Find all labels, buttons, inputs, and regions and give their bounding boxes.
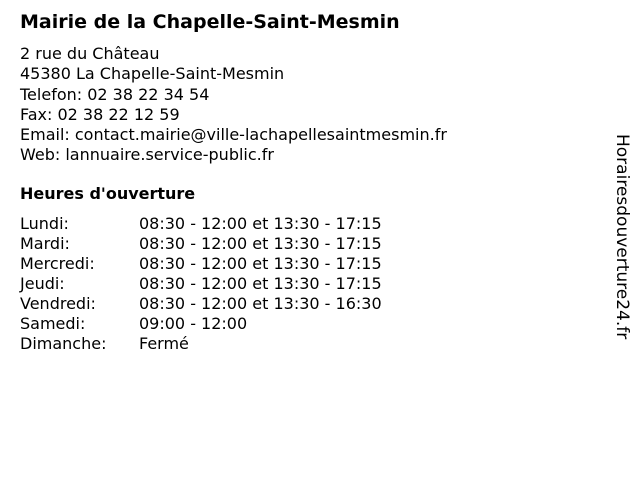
site-watermark: Horairesdouverture24.fr bbox=[612, 134, 632, 340]
time-range: 08:30 - 12:00 et 13:30 - 17:15 bbox=[139, 234, 382, 253]
time-range: 08:30 - 12:00 et 13:30 - 17:15 bbox=[139, 274, 382, 293]
hours-row-sunday bbox=[20, 334, 440, 354]
time-range: Fermé bbox=[139, 334, 189, 353]
hours-row-monday bbox=[20, 214, 440, 234]
street-address: 2 rue du Château bbox=[20, 44, 160, 63]
day-label: Dimanche: bbox=[20, 334, 107, 353]
opening-hours-heading: Heures d'ouverture bbox=[20, 184, 196, 203]
time-range: 09:00 - 12:00 bbox=[139, 314, 248, 333]
day-label: Jeudi: bbox=[20, 274, 65, 293]
email-address: Email: contact.mairie@ville-lachapellesaintmesmin.fr bbox=[20, 125, 447, 145]
fax-number: Fax: 02 38 22 12 59 bbox=[20, 104, 180, 124]
opening-hours-table bbox=[20, 214, 440, 354]
phone-number: Telefon: 02 38 22 34 54 bbox=[20, 84, 210, 104]
hours-row-thursday bbox=[20, 274, 440, 294]
hours-row-friday bbox=[20, 294, 440, 314]
day-label: Vendredi: bbox=[20, 294, 96, 313]
city-postal: 45380 La Chapelle-Saint-Mesmin bbox=[20, 64, 285, 84]
page-title: Mairie de la Chapelle-Saint-Mesmin bbox=[20, 11, 400, 33]
day-label: Lundi: bbox=[20, 214, 69, 233]
hours-row-wednesday bbox=[20, 254, 440, 274]
day-label: Mercredi: bbox=[20, 254, 95, 273]
time-range: 08:30 - 12:00 et 13:30 - 17:15 bbox=[139, 214, 382, 233]
time-range: 08:30 - 12:00 et 13:30 - 17:15 bbox=[139, 254, 382, 273]
day-label: Samedi: bbox=[20, 314, 86, 333]
day-label: Mardi: bbox=[20, 234, 70, 253]
address-block bbox=[20, 44, 447, 166]
time-range: 08:30 - 12:00 et 13:30 - 16:30 bbox=[139, 294, 382, 313]
website: Web: lannuaire.service-public.fr bbox=[20, 145, 274, 165]
hours-row-saturday bbox=[20, 314, 440, 334]
hours-row-tuesday bbox=[20, 234, 440, 254]
